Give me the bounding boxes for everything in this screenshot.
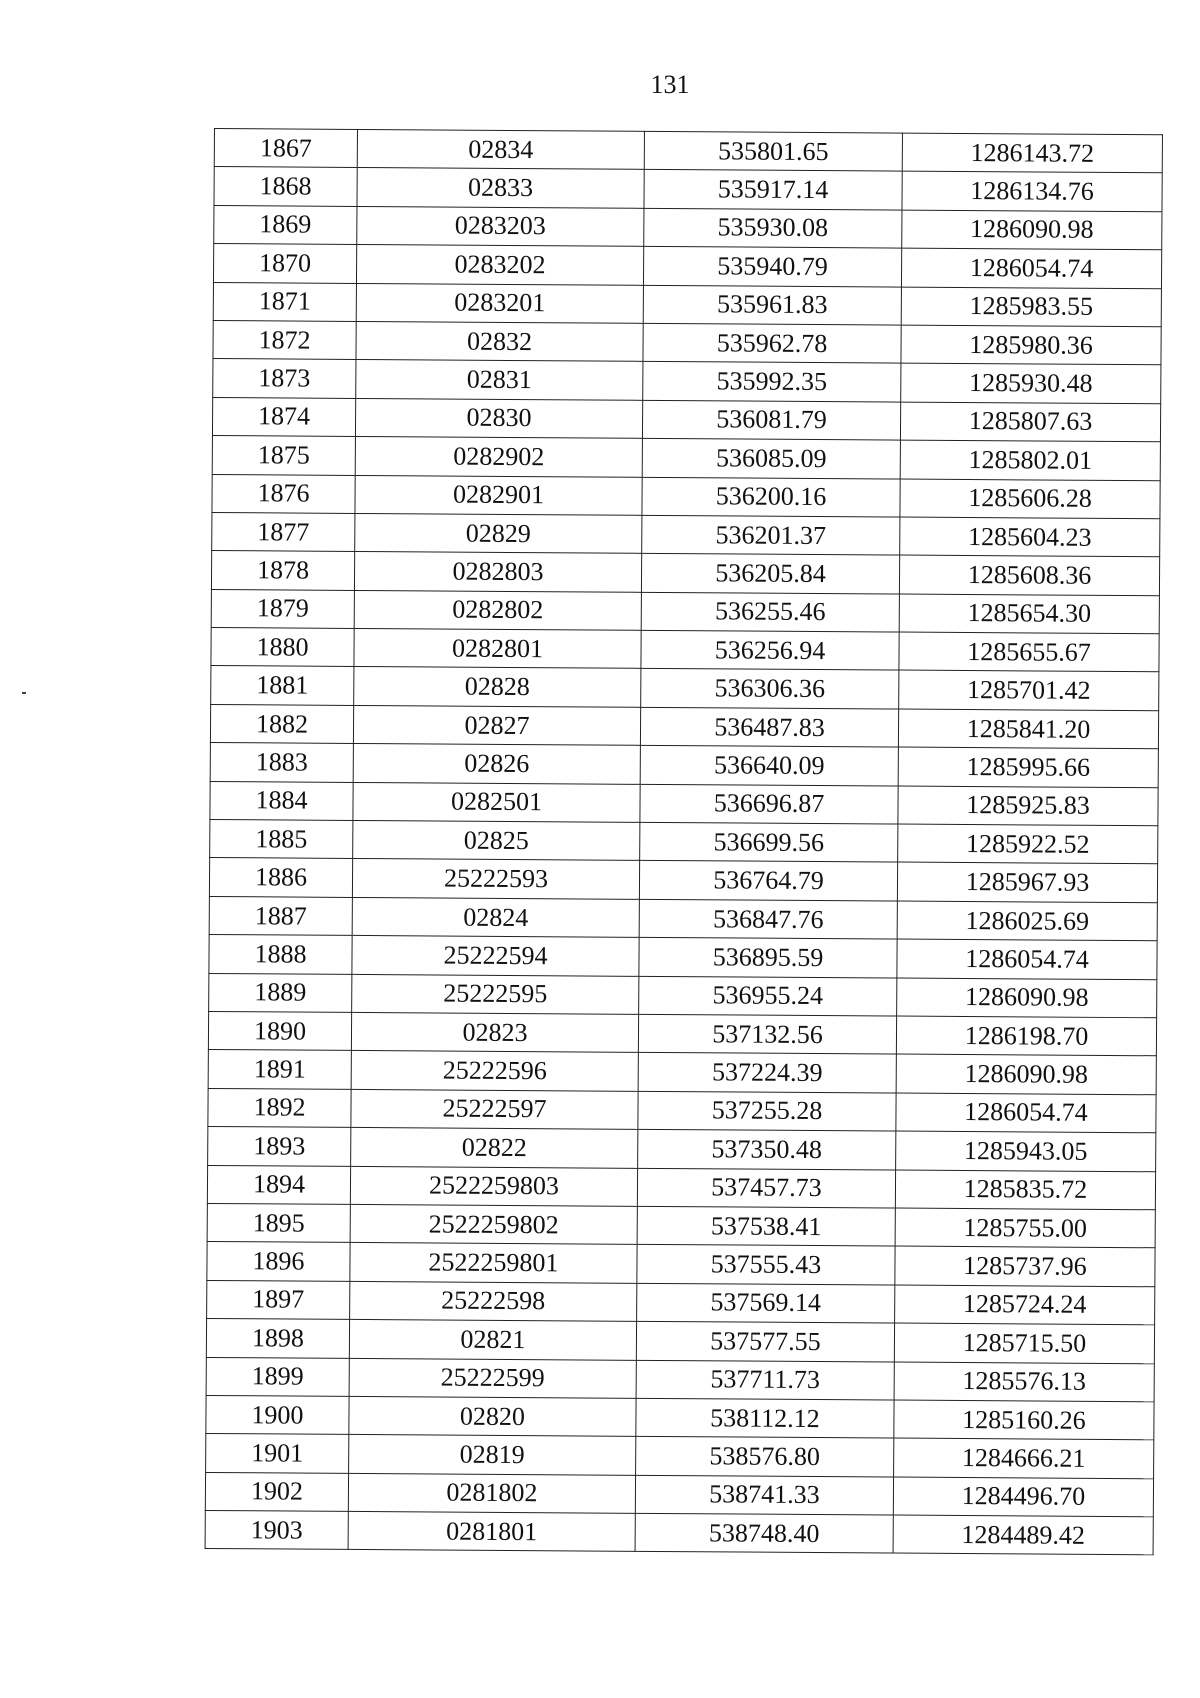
point-id-cell: 2522259801 bbox=[350, 1243, 637, 1283]
y-coordinate-cell: 1285807.63 bbox=[900, 402, 1160, 442]
table-row bbox=[206, 1357, 1154, 1402]
y-coordinate-cell: 1284496.70 bbox=[893, 1477, 1153, 1517]
table-row bbox=[212, 436, 1160, 481]
point-id-cell: 0282802 bbox=[354, 590, 641, 630]
y-coordinate-cell: 1285967.93 bbox=[897, 862, 1157, 902]
point-id-cell: 0282901 bbox=[355, 475, 642, 515]
table-row bbox=[214, 167, 1162, 212]
table-row bbox=[209, 896, 1157, 941]
x-coordinate-cell: 536847.76 bbox=[639, 899, 897, 939]
x-coordinate-cell: 537132.56 bbox=[638, 1014, 896, 1054]
y-coordinate-cell: 1285737.96 bbox=[895, 1246, 1155, 1286]
table-row bbox=[213, 359, 1161, 404]
table-row bbox=[214, 129, 1162, 174]
table-row bbox=[211, 551, 1159, 596]
table-row bbox=[209, 973, 1157, 1018]
table-row bbox=[212, 512, 1160, 557]
table-row bbox=[207, 1280, 1155, 1325]
table-row bbox=[210, 704, 1158, 749]
x-coordinate-cell: 538741.33 bbox=[635, 1475, 893, 1515]
table-row bbox=[206, 1319, 1154, 1364]
x-coordinate-cell: 536201.37 bbox=[642, 515, 900, 555]
table-row bbox=[207, 1203, 1155, 1248]
x-coordinate-cell: 537224.39 bbox=[638, 1053, 896, 1093]
y-coordinate-cell: 1285930.48 bbox=[901, 363, 1161, 403]
point-number-cell: 1890 bbox=[208, 1011, 351, 1050]
point-id-cell: 02826 bbox=[353, 744, 640, 784]
y-coordinate-cell: 1284666.21 bbox=[894, 1438, 1154, 1478]
x-coordinate-cell: 538112.12 bbox=[636, 1398, 894, 1438]
point-id-cell: 25222593 bbox=[352, 859, 639, 899]
table-row bbox=[210, 743, 1158, 788]
x-coordinate-cell: 537255.28 bbox=[638, 1091, 896, 1131]
point-id-cell: 02831 bbox=[356, 360, 643, 400]
x-coordinate-cell: 536699.56 bbox=[640, 822, 898, 862]
table-row bbox=[213, 282, 1161, 327]
x-coordinate-cell: 536255.46 bbox=[641, 592, 899, 632]
point-number-cell: 1886 bbox=[209, 858, 352, 897]
point-id-cell: 02819 bbox=[349, 1435, 636, 1475]
table-container bbox=[205, 128, 1163, 1556]
x-coordinate-cell: 537569.14 bbox=[637, 1283, 895, 1323]
x-coordinate-cell: 536085.09 bbox=[642, 438, 900, 478]
point-number-cell: 1889 bbox=[209, 973, 352, 1012]
y-coordinate-cell: 1285943.05 bbox=[896, 1131, 1156, 1171]
x-coordinate-cell: 536764.79 bbox=[639, 861, 897, 901]
point-id-cell: 0282801 bbox=[354, 629, 641, 669]
table-row bbox=[211, 589, 1159, 634]
point-number-cell: 1872 bbox=[213, 320, 356, 359]
point-id-cell: 25222598 bbox=[350, 1281, 637, 1321]
y-coordinate-cell: 1286090.98 bbox=[896, 1054, 1156, 1094]
table-row bbox=[213, 244, 1161, 289]
y-coordinate-cell: 1285724.24 bbox=[895, 1285, 1155, 1325]
x-coordinate-cell: 536895.59 bbox=[639, 938, 897, 978]
y-coordinate-cell: 1285802.01 bbox=[900, 440, 1160, 480]
table-row bbox=[213, 320, 1161, 365]
point-id-cell: 2522259802 bbox=[350, 1204, 637, 1244]
point-number-cell: 1887 bbox=[209, 896, 352, 935]
point-id-cell: 02828 bbox=[354, 667, 641, 707]
x-coordinate-cell: 536256.94 bbox=[641, 630, 899, 670]
point-id-cell: 0282803 bbox=[354, 552, 641, 592]
point-id-cell: 02820 bbox=[349, 1396, 636, 1436]
x-coordinate-cell: 536205.84 bbox=[641, 554, 899, 594]
x-coordinate-cell: 535961.83 bbox=[643, 285, 901, 325]
table-row bbox=[208, 1050, 1156, 1095]
point-id-cell: 0283201 bbox=[356, 283, 643, 323]
point-number-cell: 1881 bbox=[211, 666, 354, 705]
y-coordinate-cell: 1286054.74 bbox=[897, 939, 1157, 979]
y-coordinate-cell: 1285654.30 bbox=[899, 594, 1159, 634]
point-number-cell: 1888 bbox=[209, 935, 352, 974]
point-number-cell: 1903 bbox=[205, 1511, 348, 1550]
point-number-cell: 1880 bbox=[211, 628, 354, 667]
x-coordinate-cell: 535940.79 bbox=[643, 247, 901, 287]
y-coordinate-cell: 1285983.55 bbox=[901, 287, 1161, 327]
x-coordinate-cell: 536200.16 bbox=[642, 477, 900, 517]
y-coordinate-cell: 1285980.36 bbox=[901, 325, 1161, 365]
y-coordinate-cell: 1286025.69 bbox=[897, 901, 1157, 941]
page-number: 131 bbox=[650, 70, 690, 99]
x-coordinate-cell: 536487.83 bbox=[640, 707, 898, 747]
y-coordinate-cell: 1285835.72 bbox=[895, 1170, 1155, 1210]
y-coordinate-cell: 1285841.20 bbox=[898, 709, 1158, 749]
point-number-cell: 1893 bbox=[208, 1127, 351, 1166]
point-id-cell: 02823 bbox=[351, 1012, 638, 1052]
x-coordinate-cell: 536306.36 bbox=[641, 669, 899, 709]
point-number-cell: 1871 bbox=[213, 282, 356, 321]
point-id-cell: 25222595 bbox=[352, 974, 639, 1014]
y-coordinate-cell: 1285755.00 bbox=[895, 1208, 1155, 1248]
point-number-cell: 1875 bbox=[212, 436, 355, 475]
point-id-cell: 0282501 bbox=[353, 782, 640, 822]
x-coordinate-cell: 538576.80 bbox=[636, 1437, 894, 1477]
y-coordinate-cell: 1284489.42 bbox=[893, 1515, 1153, 1555]
point-number-cell: 1873 bbox=[213, 359, 356, 398]
table-row bbox=[212, 474, 1160, 519]
point-number-cell: 1870 bbox=[213, 244, 356, 283]
point-number-cell: 1877 bbox=[212, 512, 355, 551]
point-number-cell: 1885 bbox=[210, 820, 353, 859]
point-id-cell: 25222594 bbox=[352, 936, 639, 976]
table-row bbox=[208, 1011, 1156, 1056]
y-coordinate-cell: 1286054.74 bbox=[901, 248, 1161, 288]
y-coordinate-cell: 1285604.23 bbox=[900, 517, 1160, 557]
point-id-cell: 0281802 bbox=[348, 1473, 635, 1513]
y-coordinate-cell: 1286198.70 bbox=[896, 1016, 1156, 1056]
point-number-cell: 1900 bbox=[206, 1395, 349, 1434]
point-id-cell: 25222596 bbox=[351, 1051, 638, 1091]
point-number-cell: 1901 bbox=[206, 1434, 349, 1473]
point-id-cell: 02833 bbox=[357, 168, 644, 208]
x-coordinate-cell: 537457.73 bbox=[637, 1168, 895, 1208]
point-number-cell: 1867 bbox=[214, 129, 357, 168]
y-coordinate-cell: 1285576.13 bbox=[894, 1362, 1154, 1402]
x-coordinate-cell: 536696.87 bbox=[640, 784, 898, 824]
x-coordinate-cell: 535992.35 bbox=[643, 362, 901, 402]
point-number-cell: 1894 bbox=[207, 1165, 350, 1204]
x-coordinate-cell: 535930.08 bbox=[644, 208, 902, 248]
point-number-cell: 1892 bbox=[208, 1088, 351, 1127]
y-coordinate-cell: 1286090.98 bbox=[897, 978, 1157, 1018]
point-number-cell: 1891 bbox=[208, 1050, 351, 1089]
point-number-cell: 1883 bbox=[210, 743, 353, 782]
x-coordinate-cell: 537555.43 bbox=[637, 1245, 895, 1285]
table-row bbox=[210, 781, 1158, 826]
point-id-cell: 0282902 bbox=[355, 437, 642, 477]
table-row bbox=[214, 205, 1162, 250]
point-number-cell: 1898 bbox=[206, 1319, 349, 1358]
x-coordinate-cell: 537711.73 bbox=[636, 1360, 894, 1400]
table-row bbox=[211, 628, 1159, 673]
point-id-cell: 02822 bbox=[351, 1128, 638, 1168]
x-coordinate-cell: 536955.24 bbox=[639, 976, 897, 1016]
y-coordinate-cell: 1285606.28 bbox=[900, 479, 1160, 519]
y-coordinate-cell: 1286090.98 bbox=[902, 210, 1162, 250]
point-id-cell: 02824 bbox=[352, 897, 639, 937]
y-coordinate-cell: 1285608.36 bbox=[899, 555, 1159, 595]
x-coordinate-cell: 536081.79 bbox=[642, 400, 900, 440]
point-id-cell: 02821 bbox=[349, 1320, 636, 1360]
point-id-cell: 02829 bbox=[355, 513, 642, 553]
point-id-cell: 02825 bbox=[353, 820, 640, 860]
table-row bbox=[207, 1242, 1155, 1287]
point-number-cell: 1895 bbox=[207, 1203, 350, 1242]
y-coordinate-cell: 1285655.67 bbox=[899, 632, 1159, 672]
table-body bbox=[205, 129, 1162, 1556]
point-number-cell: 1902 bbox=[205, 1472, 348, 1511]
y-coordinate-cell: 1286134.76 bbox=[902, 171, 1162, 211]
stray-mark bbox=[22, 692, 26, 694]
y-coordinate-cell: 1285701.42 bbox=[899, 671, 1159, 711]
point-id-cell: 02827 bbox=[353, 705, 640, 745]
point-number-cell: 1896 bbox=[207, 1242, 350, 1281]
point-id-cell: 0281801 bbox=[348, 1511, 635, 1551]
table-row bbox=[209, 935, 1157, 980]
point-number-cell: 1884 bbox=[210, 781, 353, 820]
table-row bbox=[208, 1088, 1156, 1133]
x-coordinate-cell: 536640.09 bbox=[640, 746, 898, 786]
point-number-cell: 1868 bbox=[214, 167, 357, 206]
x-coordinate-cell: 538748.40 bbox=[635, 1513, 893, 1553]
x-coordinate-cell: 537350.48 bbox=[638, 1129, 896, 1169]
coordinates-table bbox=[205, 128, 1163, 1556]
table-row bbox=[211, 666, 1159, 711]
y-coordinate-cell: 1286143.72 bbox=[902, 133, 1162, 173]
point-number-cell: 1874 bbox=[212, 397, 355, 436]
table-row bbox=[206, 1434, 1154, 1479]
point-number-cell: 1879 bbox=[211, 589, 354, 628]
point-number-cell: 1882 bbox=[210, 704, 353, 743]
y-coordinate-cell: 1285925.83 bbox=[898, 786, 1158, 826]
x-coordinate-cell: 535801.65 bbox=[644, 131, 902, 171]
table-row bbox=[208, 1127, 1156, 1172]
y-coordinate-cell: 1285922.52 bbox=[898, 824, 1158, 864]
table-row bbox=[212, 397, 1160, 442]
x-coordinate-cell: 535962.78 bbox=[643, 323, 901, 363]
table-row bbox=[210, 820, 1158, 865]
y-coordinate-cell: 1285995.66 bbox=[898, 747, 1158, 787]
point-id-cell: 25222599 bbox=[349, 1358, 636, 1398]
table-row bbox=[206, 1395, 1154, 1440]
point-id-cell: 02832 bbox=[356, 321, 643, 361]
x-coordinate-cell: 535917.14 bbox=[644, 170, 902, 210]
point-number-cell: 1897 bbox=[207, 1280, 350, 1319]
point-id-cell: 02830 bbox=[355, 398, 642, 438]
point-number-cell: 1878 bbox=[211, 551, 354, 590]
point-number-cell: 1876 bbox=[212, 474, 355, 513]
y-coordinate-cell: 1286054.74 bbox=[896, 1093, 1156, 1133]
y-coordinate-cell: 1285715.50 bbox=[894, 1323, 1154, 1363]
point-id-cell: 2522259803 bbox=[350, 1166, 637, 1206]
point-id-cell: 25222597 bbox=[351, 1089, 638, 1129]
point-id-cell: 0283202 bbox=[356, 245, 643, 285]
x-coordinate-cell: 537577.55 bbox=[636, 1321, 894, 1361]
point-id-cell: 0283203 bbox=[357, 206, 644, 246]
table-row bbox=[205, 1472, 1153, 1517]
x-coordinate-cell: 537538.41 bbox=[637, 1206, 895, 1246]
table-row bbox=[207, 1165, 1155, 1210]
point-id-cell: 02834 bbox=[357, 129, 644, 169]
point-number-cell: 1899 bbox=[206, 1357, 349, 1396]
table-row bbox=[209, 858, 1157, 903]
table-row bbox=[205, 1511, 1153, 1556]
point-number-cell: 1869 bbox=[214, 205, 357, 244]
y-coordinate-cell: 1285160.26 bbox=[894, 1400, 1154, 1440]
